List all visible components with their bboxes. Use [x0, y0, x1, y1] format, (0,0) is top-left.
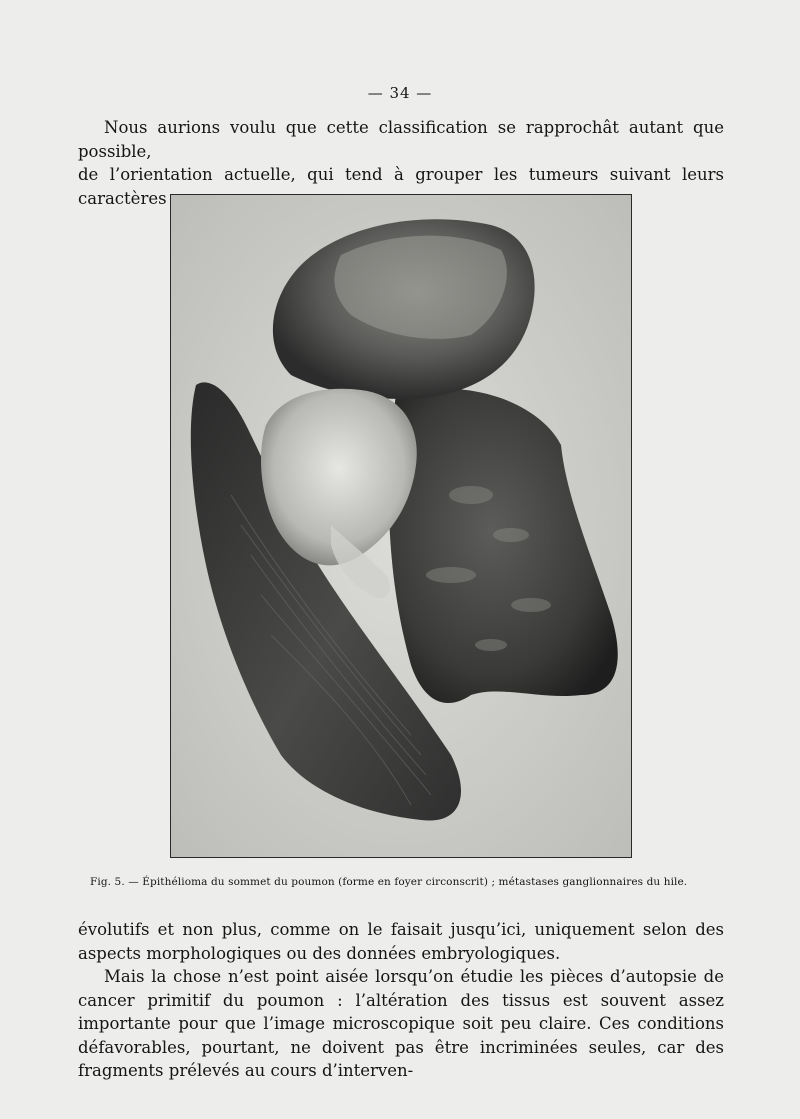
page-number: — 34 —: [367, 84, 433, 102]
specimen-image: [171, 195, 631, 857]
paragraph-1: évolutifs et non plus, comme on le faisait jusqu’ici, uniquement selon des aspects morphologiques ou des données embryologiques.: [78, 920, 724, 963]
bottom-text: [78, 918, 724, 1083]
paragraph-2: Mais la chose n’est point aisée lorsqu’on étudie les pièces d’autopsie de cancer primitif du poumon : l’altération des tissus est souvent assez importante pour que l’image microscopique soit peu claire. Ces conditions défavorables, pourtant, ne doivent pas être incriminées seules, car des fragments prélevés au cours d’interven-: [78, 967, 724, 1080]
figure-caption: Fig. 5. — Épithélioma du sommet du poumon (forme en foyer circonscrit) ; métastases ganglionnaires du hile.: [90, 876, 688, 888]
lung-specimen-photograph: [170, 194, 632, 858]
text-line-1: Nous aurions voulu que cette classification se rapprochât autant que possible,: [78, 118, 724, 161]
text-line-2: de l’orientation actuelle, qui tend à grouper les tumeurs suivant leurs caractères: [78, 165, 724, 208]
